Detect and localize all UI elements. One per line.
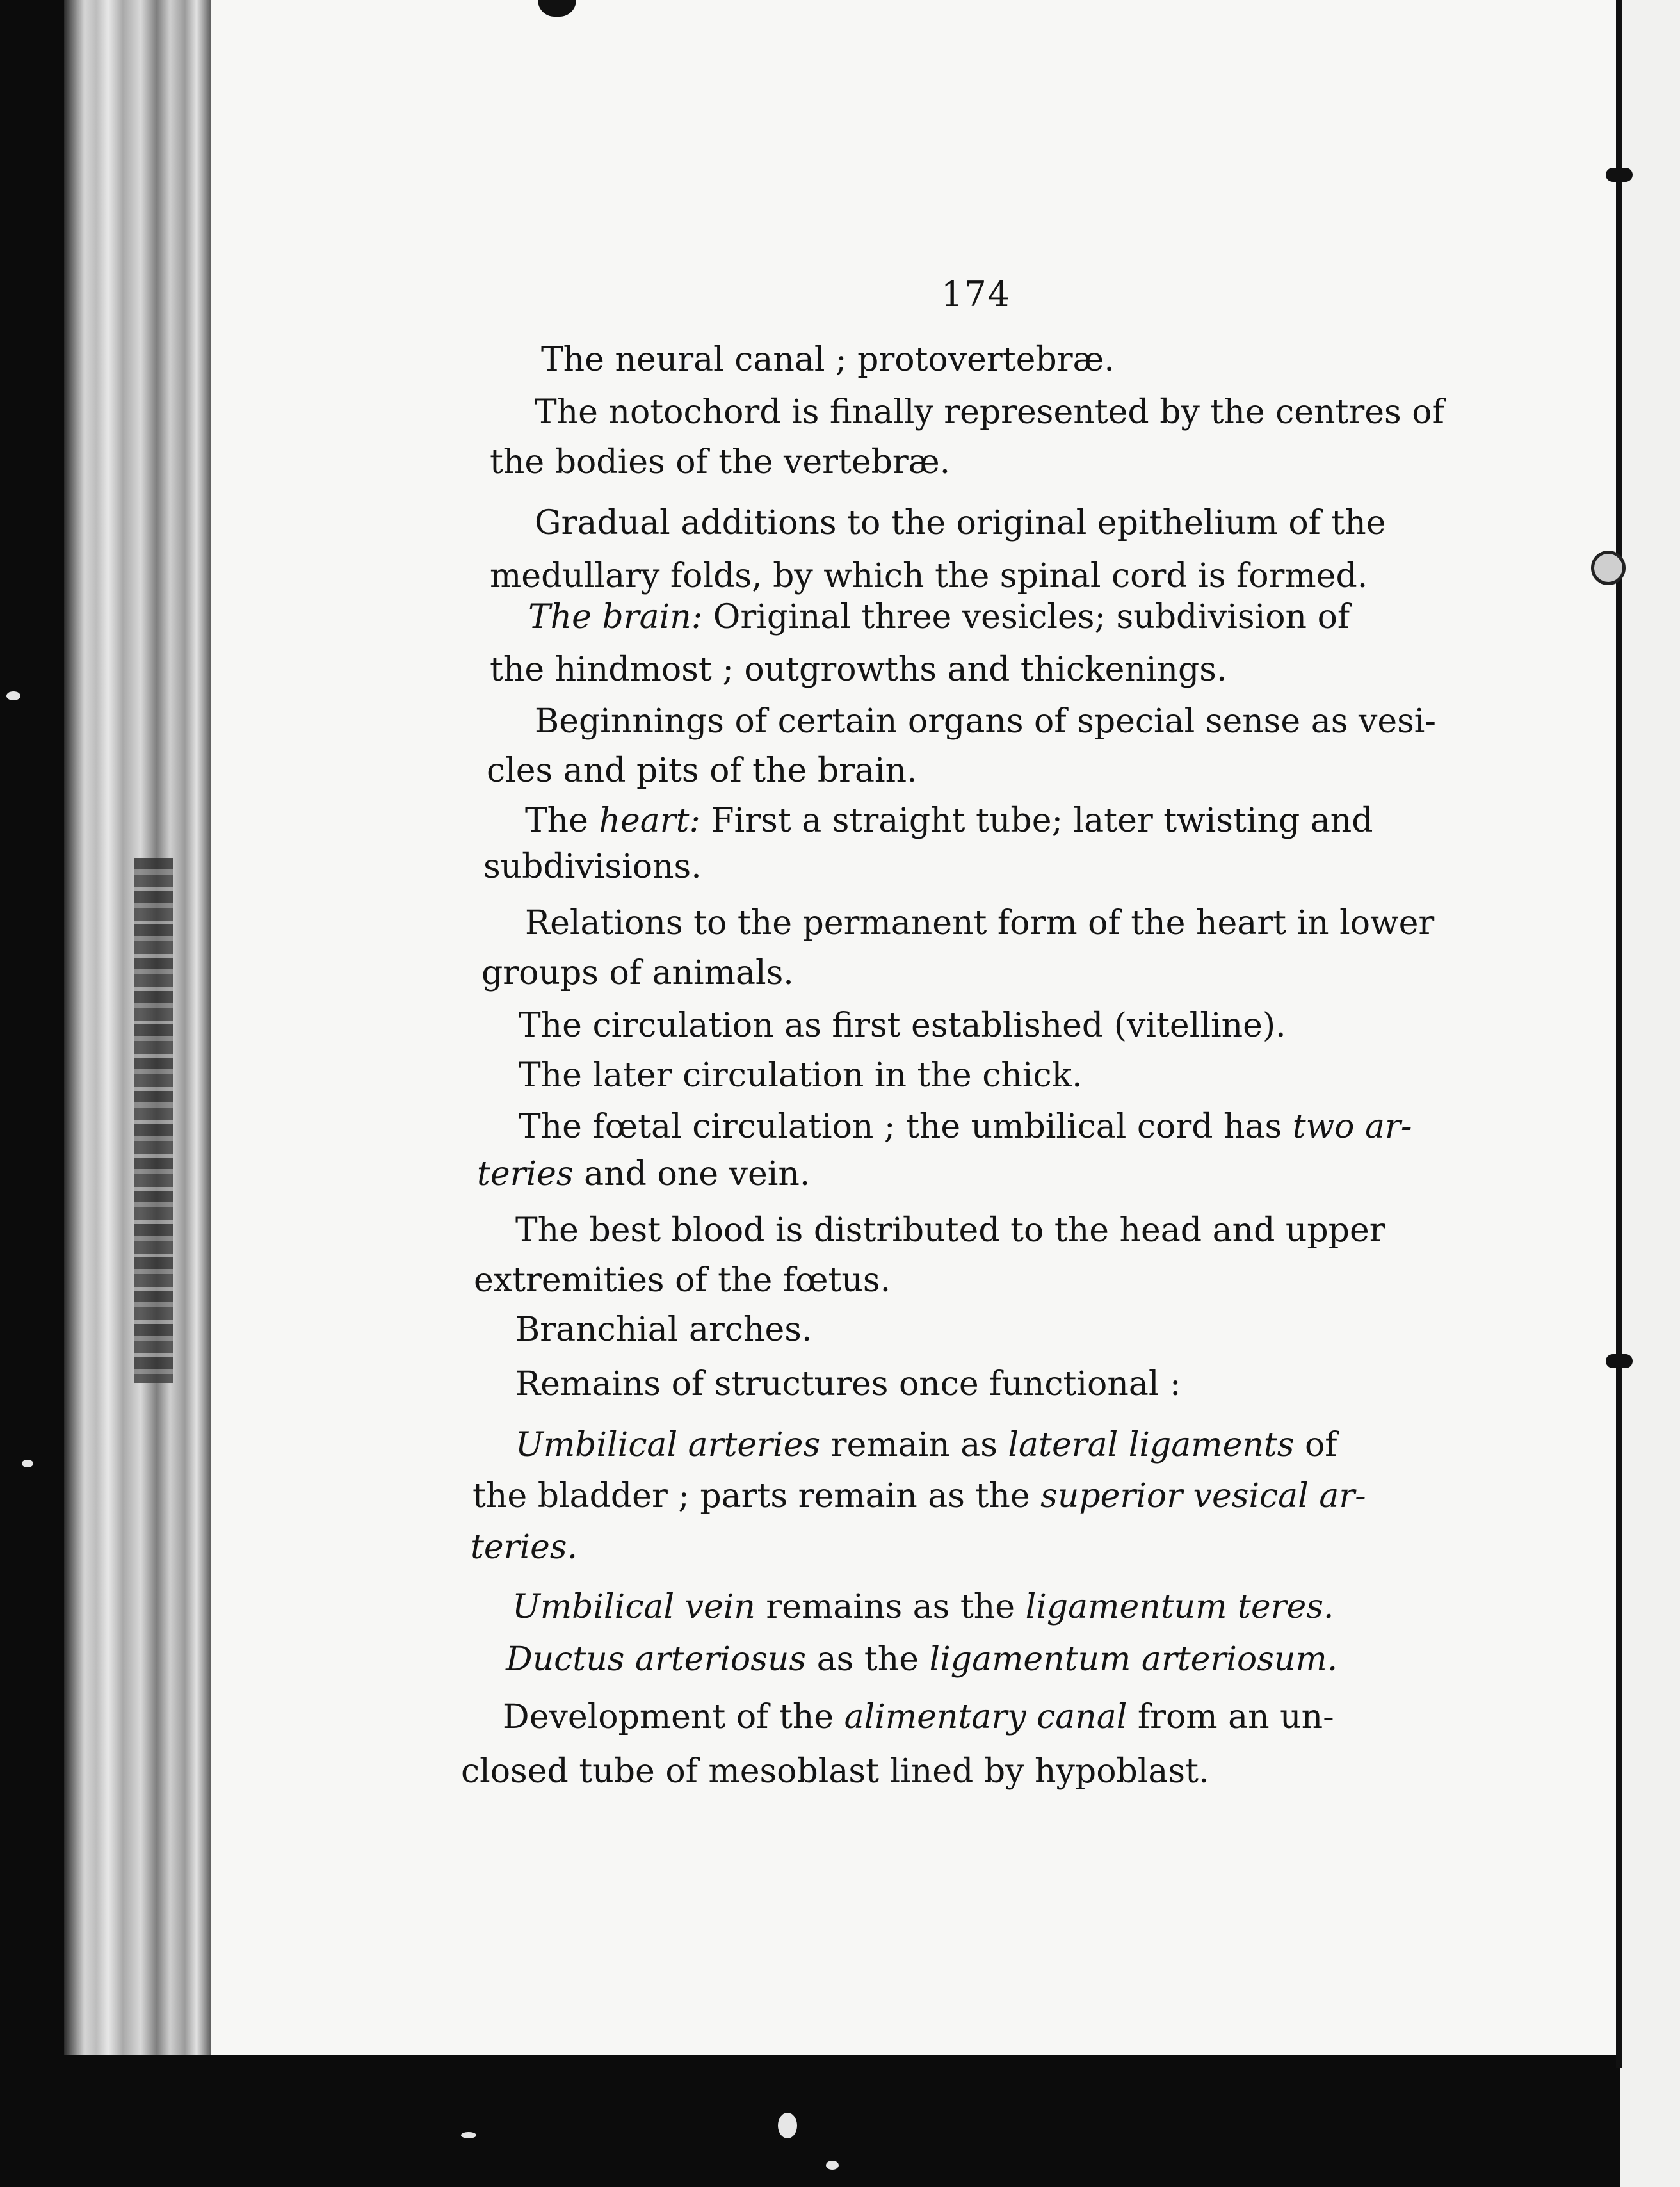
text-line — [515, 1210, 1385, 1251]
text-segment: cles and pits of the brain. — [487, 752, 917, 790]
text-segment: The best blood is distributed to the head and upper — [515, 1211, 1385, 1250]
italic-phrase: ligamentum arteriosum. — [929, 1640, 1338, 1679]
text-line — [525, 800, 1373, 841]
text-segment: the hindmost ; outgrowths and thickenings. — [490, 650, 1227, 689]
text-line — [490, 442, 950, 483]
text-line — [461, 1751, 1209, 1792]
italic-phrase: Ductus arteriosus — [506, 1640, 807, 1679]
text-line — [472, 1476, 1366, 1517]
text-segment: the bladder ; parts remain as the — [472, 1477, 1041, 1515]
text-segment: remain as — [820, 1426, 1008, 1464]
italic-phrase: lateral ligaments — [1008, 1426, 1295, 1464]
text-segment: and one vein. — [573, 1155, 811, 1193]
italic-phrase: Umbilical arteries — [515, 1426, 821, 1464]
text-segment: Remains of structures once functional : — [515, 1365, 1181, 1403]
text-line — [506, 1639, 1337, 1680]
text-segment: The fœtal circulation ; the umbilical cord has — [519, 1108, 1293, 1146]
text-segment: The — [525, 802, 599, 840]
text-line — [525, 903, 1434, 944]
italic-phrase: alimentary canal — [844, 1698, 1127, 1736]
text-line — [483, 846, 702, 887]
text-line — [541, 339, 1115, 380]
text-segment: closed tube of mesoblast lined by hypoblast. — [461, 1752, 1209, 1791]
text-line — [477, 1154, 810, 1195]
text-line — [519, 1106, 1412, 1147]
text-line — [535, 701, 1436, 742]
text-line — [512, 1586, 1334, 1627]
italic-phrase: superior vesical ar- — [1040, 1477, 1366, 1515]
text-line — [481, 953, 794, 994]
text-line — [490, 649, 1227, 690]
text-segment: The neural canal ; protovertebræ. — [541, 341, 1115, 379]
text-line — [503, 1697, 1334, 1738]
italic-phrase: ligamentum teres. — [1025, 1588, 1334, 1626]
text-segment: extremities of the fœtus. — [474, 1261, 891, 1300]
text-line — [515, 1309, 812, 1350]
text-segment: Beginnings of certain organs of special sense as vesi- — [535, 702, 1436, 741]
text-line — [515, 1424, 1337, 1465]
text-segment: Branchial arches. — [515, 1311, 812, 1349]
text-segment: remains as the — [755, 1588, 1026, 1626]
text-line — [471, 1527, 578, 1568]
text-line — [519, 1005, 1286, 1046]
text-segment: medullary folds, by which the spinal cord is formed. — [490, 557, 1368, 595]
text-segment: Original three vesicles; subdivision of — [702, 598, 1350, 636]
text-segment: Relations to the permanent form of the heart in lower — [525, 904, 1435, 942]
text-segment: Gradual additions to the original epithelium of the — [535, 504, 1386, 542]
text-segment: subdivisions. — [483, 848, 702, 886]
page-number: 174 — [941, 274, 1012, 314]
text-segment: The later circulation in the chick. — [519, 1056, 1083, 1095]
text-line — [519, 1055, 1083, 1096]
text-segment: groups of animals. — [481, 954, 794, 992]
text-line — [487, 750, 917, 791]
text-segment: from an un- — [1127, 1698, 1334, 1736]
italic-phrase: teries. — [471, 1528, 578, 1567]
text-line — [474, 1260, 891, 1301]
text-segment: of — [1294, 1426, 1337, 1464]
text-segment: the bodies of the vertebræ. — [490, 443, 951, 481]
text-line — [535, 503, 1386, 544]
text-line — [528, 597, 1350, 638]
italic-phrase: The brain: — [528, 598, 703, 636]
italic-phrase: two ar- — [1292, 1108, 1412, 1146]
text-segment: as the — [806, 1640, 930, 1679]
text-line — [490, 556, 1368, 597]
italic-phrase: Umbilical vein — [512, 1588, 755, 1626]
text-line — [535, 392, 1444, 433]
text-line — [515, 1364, 1181, 1405]
text-segment: First a straight tube; later twisting and — [700, 802, 1373, 840]
italic-phrase: heart: — [599, 802, 701, 840]
text-segment: Development of the — [503, 1698, 844, 1736]
text-segment: The notochord is finally represented by the centres of — [535, 393, 1444, 432]
italic-phrase: teries — [477, 1155, 574, 1193]
text-segment: The circulation as first established (vitelline). — [519, 1006, 1286, 1045]
